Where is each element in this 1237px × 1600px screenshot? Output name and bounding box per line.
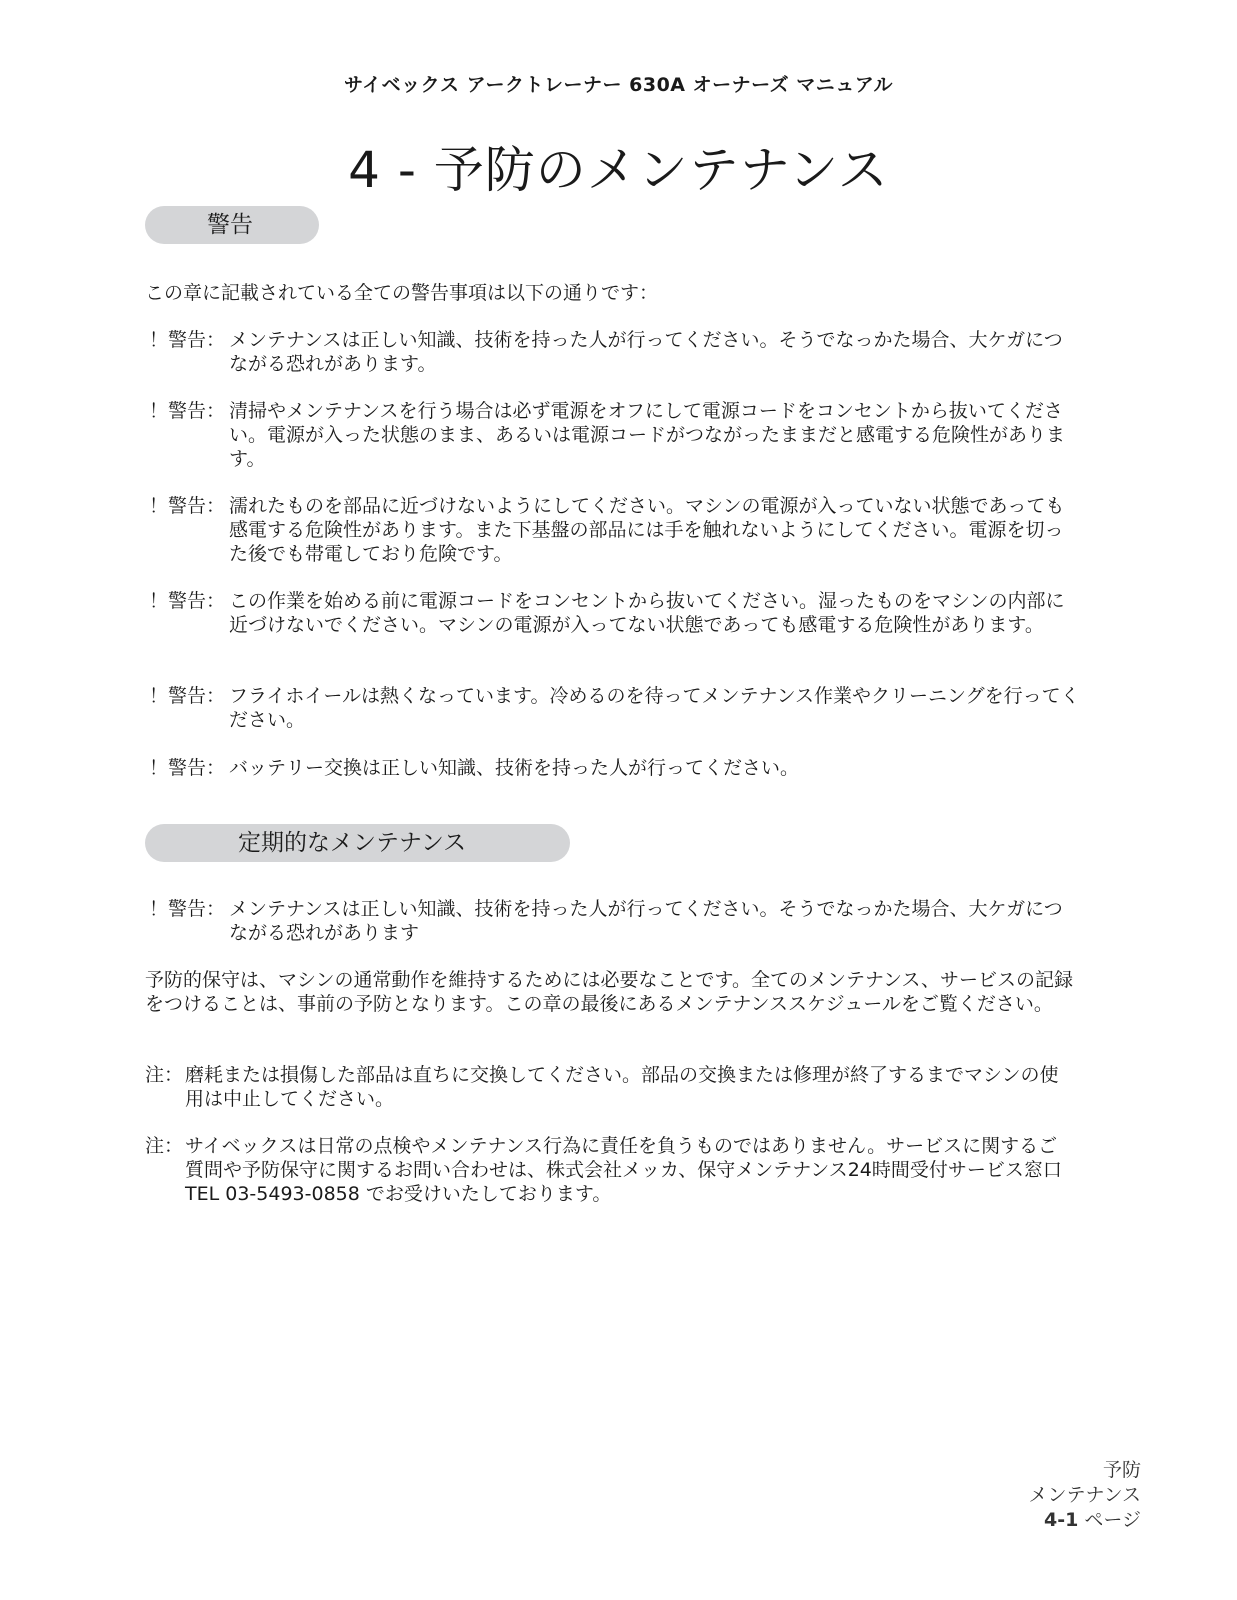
warning-item bbox=[145, 589, 1080, 637]
footer-section-line1: 予防 bbox=[1102, 1459, 1141, 1481]
note-prefix: 注： bbox=[145, 1064, 184, 1086]
note-text: 磨耗または損傷した部品は直ちに交換してください。部品の交換または修理が終了するまでマシンの使用は中止してください。 bbox=[185, 1064, 1059, 1110]
chapter-title: 4 - 予防のメンテナンス bbox=[348, 141, 889, 199]
warning-text: フライホイールは熱くなっています。冷めるのを待ってメンテナンス作業やクリーニングを行ってください。 bbox=[229, 685, 1080, 731]
page-label: ページ bbox=[1084, 1509, 1141, 1531]
warning-text: メンテナンスは正しい知識、技術を持った人が行ってください。そうでなっかた場合、大ケガにつながる恐れがあります。 bbox=[229, 329, 1063, 375]
warning-section-heading: 警告 bbox=[145, 206, 319, 244]
warning-item bbox=[145, 756, 1080, 780]
page-footer bbox=[1029, 1458, 1141, 1533]
warning-text: バッテリー交換は正しい知識、技術を持った人が行ってください。 bbox=[229, 757, 800, 779]
warning-prefix: ！警告： bbox=[149, 329, 226, 351]
periodic-maintenance-heading: 定期的なメンテナンス bbox=[145, 824, 570, 862]
warning-text: 清掃やメンテナンスを行う場合は必ず電源をオフにして電源コードをコンセントから抜いてください。電源が入った状態のまま、あるいは電源コードがつながったままだと感電する危険性があります。 bbox=[229, 400, 1066, 470]
warning-text: この作業を始める前に電源コードをコンセントから抜いてください。湿ったものをマシンの内部に近づけないでください。マシンの電源が入ってない状態であっても感電する危険性があります。 bbox=[229, 590, 1065, 636]
warning-prefix: ！警告： bbox=[149, 495, 226, 517]
warning-prefix: ！警告： bbox=[149, 757, 226, 779]
note-text: サイベックスは日常の点検やメンテナンス行為に責任を負うものではありません。サービスに関するご質問や予防保守に関するお問い合わせは、株式会社メッカ、保守メンテナンス24時間受付サービス窓口 TEL 03-5493-0858 でお受けいたしております。 bbox=[185, 1135, 1062, 1205]
running-header: サイベックス アークトレーナー 630A オーナーズ マニュアル bbox=[343, 74, 894, 96]
warning-item bbox=[145, 494, 1080, 566]
warning-prefix: ！警告： bbox=[149, 685, 226, 707]
note-prefix: 注： bbox=[145, 1135, 184, 1157]
warning-prefix: ！警告： bbox=[149, 898, 226, 920]
footer-page bbox=[1029, 1508, 1141, 1533]
preventive-paragraph: 予防的保守は、マシンの通常動作を維持するためには必要なことです。全てのメンテナンス、サービスの記録をつけることは、事前の予防となります。この章の最後にあるメンテナンススケジュールをご覧ください。 bbox=[145, 969, 1074, 1015]
warning-prefix: ！警告： bbox=[149, 590, 226, 612]
note-item bbox=[145, 1063, 1075, 1111]
warning-text: メンテナンスは正しい知識、技術を持った人が行ってください。そうでなっかた場合、大ケガにつながる恐れがあります bbox=[229, 898, 1063, 944]
warning-item bbox=[145, 328, 1080, 376]
footer-section-line2: メンテナンス bbox=[1028, 1484, 1141, 1506]
warning-intro: この章に記載されている全ての警告事項は以下の通りです： bbox=[145, 282, 659, 304]
note-item bbox=[145, 1134, 1075, 1206]
warning-prefix: ！警告： bbox=[149, 400, 226, 422]
warning-item bbox=[145, 684, 1080, 732]
warning-item bbox=[145, 399, 1080, 471]
warning-item bbox=[145, 897, 1080, 945]
warning-text: 濡れたものを部品に近づけないようにしてください。マシンの電源が入っていない状態であっても感電する危険性があります。また下基盤の部品には手を触れないようにしてください。電源を切った後でも帯電しており危険です。 bbox=[229, 495, 1065, 565]
page-number: 4-1 bbox=[1044, 1509, 1079, 1531]
